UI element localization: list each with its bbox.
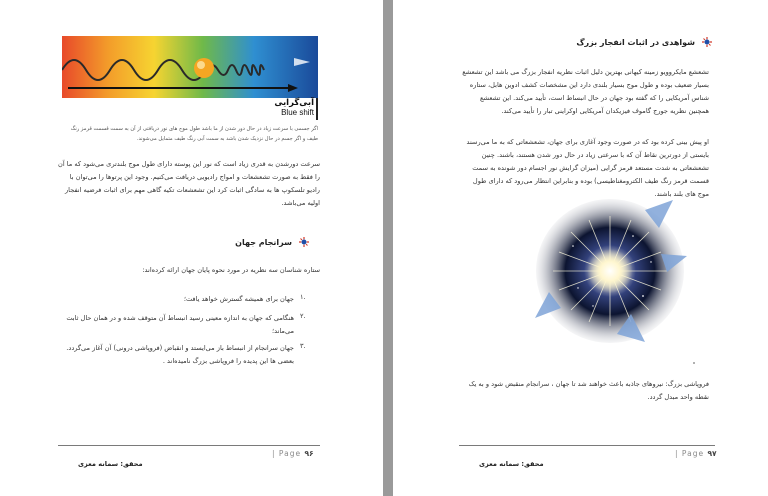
- page-number: | Page ۹۶: [272, 449, 314, 458]
- section-heading: [150, 236, 310, 248]
- heading-bullet-icon: [701, 36, 713, 48]
- banner-caption: اگر جسمی با سرعت زیاد در حال دور شدن از ما باشد طول موج های نور دریافتی از آن به سمت قسمت قرمز رنگ طیف و اگر جسم در حال نزدیک شدن باشد به سمت آبی رنگ طیف متمایل می‌شوند.: [70, 126, 318, 142]
- banner-title-en: Blue shift: [281, 108, 314, 117]
- list-number: ۱.: [300, 293, 306, 301]
- body-paragraph-2: او پیش بینی کرده بود که در صورت وجود آغازی برای جهان، تشعشعاتی که به ما می‌رسند بایستی از دورترین نقاط آن که با سرعتی زیاد در حال دور شدن هستند، باشند. چنین تشعشعاتی به شدت مستعد قرمز گرایی (میزان گرایش نور اجسام دور شونده به سمت قسمت قرمز رنگ طیف الکترومغناطیسی) بوده و بنابراین انتظار می‌رود که دارای طول موج های بلند باشند.: [466, 138, 709, 198]
- big-crunch-illustration: [533, 196, 687, 346]
- intro-text: ستاره شناسان سه نظریه در مورد نحوه پایان جهان ارائه کرده‌اند:: [142, 266, 320, 274]
- page-word: Page: [681, 449, 705, 458]
- footer-divider: [58, 445, 320, 446]
- section-heading-text: شواهدی در اثبات انفجار بزرگ: [576, 37, 695, 47]
- wave-illustration: [62, 36, 318, 98]
- banner-title-fa: آبی‌گرایی: [274, 98, 314, 108]
- section-heading: [563, 36, 713, 48]
- page-word: Page: [278, 449, 302, 458]
- list-number: ۳.: [300, 342, 306, 350]
- image-caption: فروپاشی بزرگ: نیروهای جاذبه باعث خواهند شد تا جهان ، سرانجام منقبض شود و به یک نقطه واحد مبدل گردد.: [468, 380, 709, 401]
- list-item: جهان سرانجام از انبساط باز می‌ایستد و انقباض (فروپاشی درونی) آن آغاز می‌گردد. بعضی ها این پدیده را فروپاشی بزرگ نامیده‌اند .: [66, 344, 294, 365]
- section-heading-text: سرانجام جهان: [235, 237, 292, 247]
- footer-divider: [459, 445, 715, 446]
- page-number: | Page ۹۷: [675, 449, 717, 458]
- list-item: هنگامی که جهان به اندازه معینی رسید انبساط آن متوقف شده و در همان حال ثابت می‌ماند؛: [66, 314, 294, 335]
- body-paragraph-1: تشعشع مایکروویو زمینه کیهانی بهترین دلیل اثبات نظریه انفجار بزرگ می باشد این تشعشع بسیار ضعیف بوده و طول موج بسیار بلندی دارد این مشخصات کشف ادوین هابل، ستاره شناس آمریکایی را که گفته بود جهان در حال انبساط است، تأیید می‌کند. این تشعشع همچنین نظریه جورج گاموف فیزیکدان آمریکایی اوکراینی تبار را تأیید می‌کند.: [462, 68, 709, 115]
- body-paragraph: سرعت دورشدن به قدری زیاد است که نور این پوسته دارای طول موج بلندتری می‌شود که ما آن را فقط به صورت تشعشعات و امواج رادیویی دریافت می‌کنیم. وجود این پرتوها را می‌توان با رادیو تلسکوپ ها به سادگی اثبات کرد این تشعشعات تکیه گاهی مهم برای اثبات فرضیه انفجار اولیه می‌باشد.: [57, 160, 320, 207]
- page-number-value: ۹۷: [707, 449, 717, 458]
- list-item: جهان برای همیشه گسترش خواهد یافت؛: [183, 295, 294, 303]
- bullet-dot: [693, 362, 695, 364]
- list-number: ۲.: [300, 312, 306, 320]
- page-number-value: ۹۶: [304, 449, 314, 458]
- heading-bullet-icon: [298, 236, 310, 248]
- author-credit: محقق: سمانه معزی: [78, 460, 143, 468]
- left-page: [0, 0, 383, 496]
- blue-shift-banner-image: [62, 36, 318, 98]
- author-credit: محقق: سمانه معزی: [479, 460, 544, 468]
